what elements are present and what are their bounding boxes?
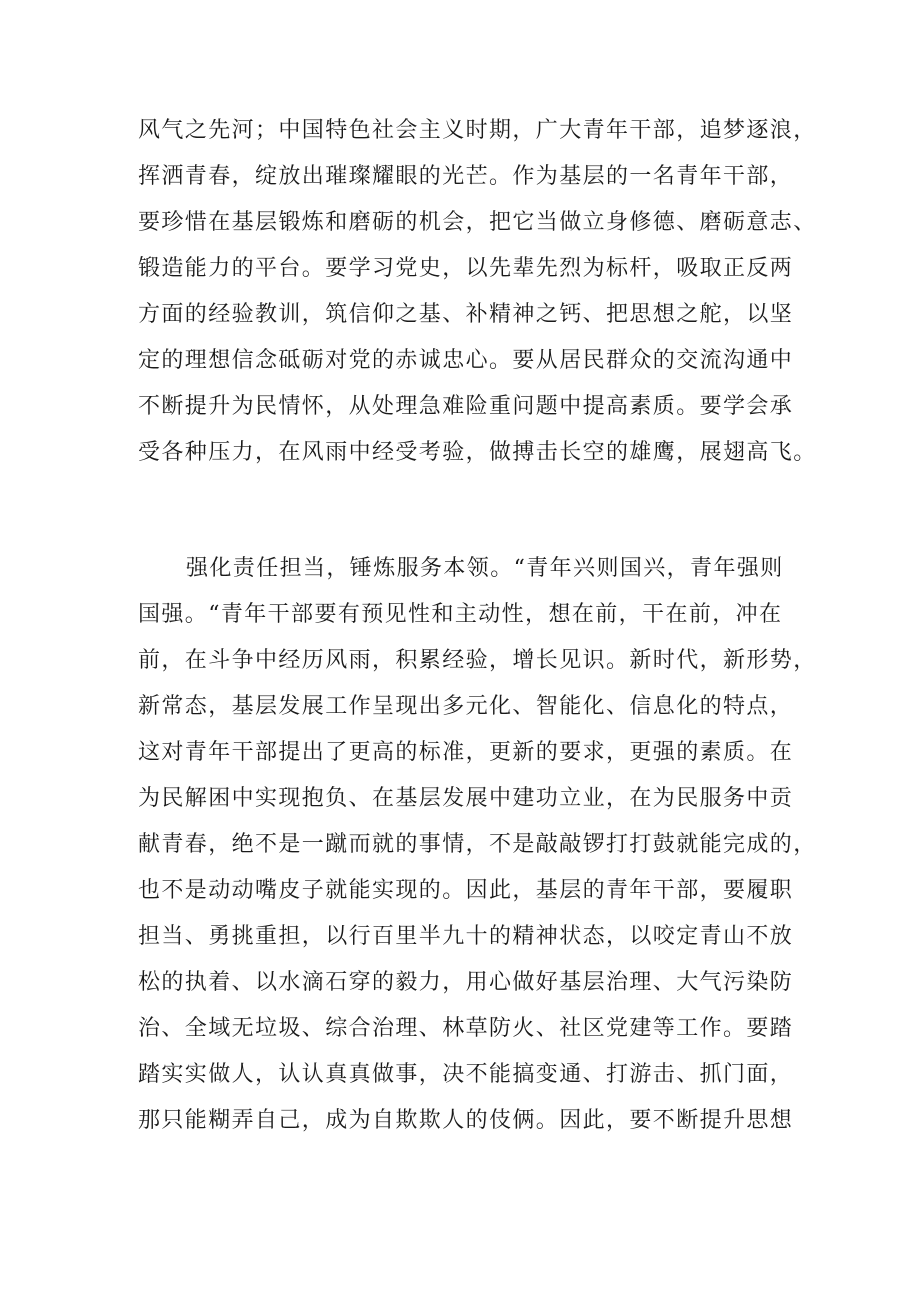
text-line: 担当、勇挑重担，以行百里半九十的精神状态，以咬定青山不放: [138, 924, 794, 949]
text-line: 锻造能力的平台。要学习党史，以先辈先烈为标杆，吸取正反两: [138, 256, 794, 281]
text-line: 松的执着、以水滴石穿的毅力，用心做好基层治理、大气污染防: [138, 970, 794, 995]
text-line: 那只能糊弄自己，成为自欺欺人的伎俩。因此，要不断提升思想: [138, 1108, 794, 1133]
text-line: 前，在斗争中经历风雨，积累经验，增长见识。新时代，新形势，: [138, 648, 817, 673]
text-line: 风气之先河；中国特色社会主义时期，广大青年干部，追梦逐浪，: [138, 118, 817, 143]
text-line-first-indented: 强化责任担当，锤炼服务本领。“青年兴则国兴，青年强则: [186, 556, 784, 581]
text-line: 国强。“青年干部要有预见性和主动性，想在前，干在前，冲在: [138, 602, 783, 627]
text-line: 定的理想信念砥砺对党的赤诚忠心。要从居民群众的交流沟通中: [138, 348, 794, 373]
text-line: 受各种压力，在风雨中经受考验，做搏击长空的雄鹰，展翅高飞。: [138, 440, 817, 465]
text-line: 踏实实做人，认认真真做事，决不能搞变通、打游击、抓门面，: [138, 1062, 794, 1087]
text-line: 也不是动动嘴皮子就能实现的。因此，基层的青年干部，要履职: [138, 878, 794, 903]
text-line: 要珍惜在基层锻炼和磨砺的机会，把它当做立身修德、磨砺意志、: [138, 210, 817, 235]
text-line: 方面的经验教训，筑信仰之基、补精神之钙、把思想之舵，以坚: [138, 302, 794, 327]
paragraph-2: [138, 546, 817, 1144]
text-line: 为民解困中实现抱负、在基层发展中建功立业，在为民服务中贡: [138, 786, 794, 811]
text-line: 挥洒青春，绽放出璀璨耀眼的光芒。作为基层的一名青年干部，: [138, 164, 794, 189]
paragraph-1: [138, 108, 817, 476]
text-line: 献青春，绝不是一蹴而就的事情，不是敲敲锣打打鼓就能完成的，: [138, 832, 817, 857]
text-line: 不断提升为民情怀，从处理急难险重问题中提高素质。要学会承: [138, 394, 794, 419]
text-line: 新常态，基层发展工作呈现出多元化、智能化、信息化的特点，: [138, 694, 794, 719]
text-line: 这对青年干部提出了更高的标准，更新的要求，更强的素质。在: [138, 740, 794, 765]
text-line: 治、全域无垃圾、综合治理、林草防火、社区党建等工作。要踏: [138, 1016, 794, 1041]
